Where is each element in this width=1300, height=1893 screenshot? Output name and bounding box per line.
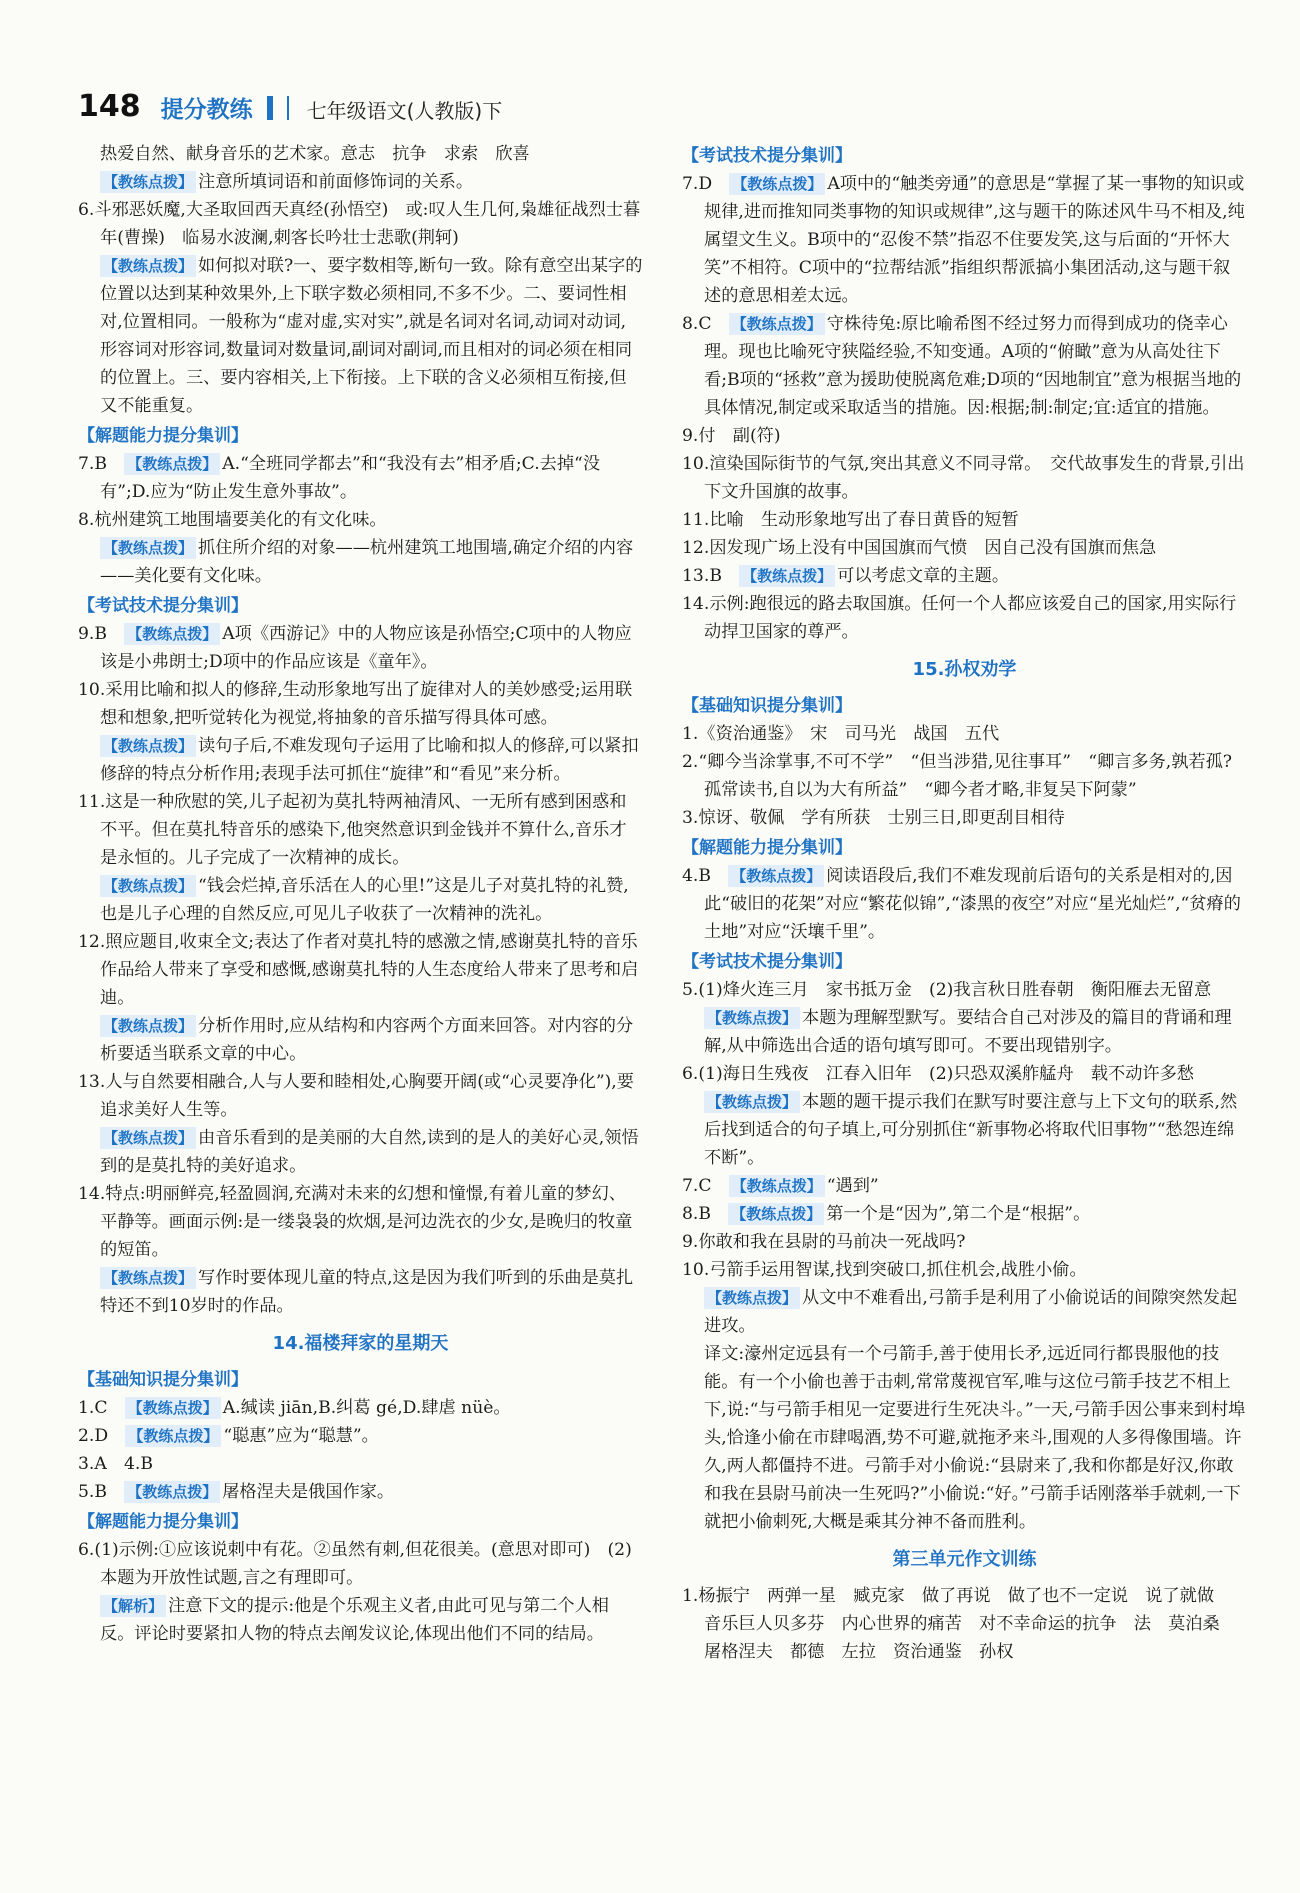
tip-tag: 【教练点拨】	[100, 1267, 196, 1289]
tip-text: 注意所填词语和前面修饰词的关系。	[198, 172, 474, 192]
tip-tag: 【教练点拨】	[739, 565, 835, 587]
tip-tag: 【教练点拨】	[728, 1203, 824, 1225]
answer-r13: 13.B 【教练点拨】 可以考虑文章的主题。	[682, 566, 1010, 586]
answer-b1: 1.C 【教练点拨】 A.缄读 jiān,B.纠葛 gé,D.肆虐 nüè。	[78, 1398, 511, 1418]
tip-11: 【教练点拨】 “钱会烂掉,音乐活在人的心里!”这是儿子对莫扎特的礼赞,也是儿子心理的自然反应,可见儿子收获了一次精神的洗礼。	[100, 876, 629, 924]
tip-s5: 【教练点拨】 本题为理解型默写。要结合自己对涉及的篇目的背诵和理解,从中筛选出合适的语句填写即可。不要出现错别字。	[704, 1008, 1232, 1056]
answer-r12: 12.因发现广场上没有中国国旗而气愤 因自己没有国旗而焦急	[682, 538, 1157, 558]
divider-bar-thin	[287, 96, 289, 120]
tip-tag: 【教练点拨】	[728, 865, 824, 887]
answer-r8: 8.C 【教练点拨】 守株待兔:原比喻希图不经过努力而得到成功的侥幸心理。现也比喻死守狭隘经验,不知变通。A项的“俯瞰”意为从高处往下看;B项的“拯救”意为援助使脱离危难;D项的“因地制宜”意为根据当地的具体情况,制定或采取适当的措施。因:根据;制:制定;宜:适宜的措施。	[682, 314, 1242, 418]
unit-writing-title: 第三单元作文训练	[892, 1549, 1037, 1570]
tip-tag: 【教练点拨】	[100, 875, 196, 897]
answer-s5: 5.(1)烽火连三月 家书抵万金 (2)我言秋日胜春朝 衡阳雁去无留意	[682, 980, 1212, 1000]
section-heading-kaoshi: 【考试技术提分集训】	[682, 146, 852, 166]
tip-10: 【教练点拨】 读句子后,不难发现句子运用了比喻和拟人的修辞,可以紧扣修辞的特点分析作用;表现手法可抓住“旋律”和“看见”来分析。	[100, 736, 639, 784]
tip-tag: 【教练点拨】	[704, 1091, 800, 1113]
analysis-b6: 【解析】 注意下文的提示:他是个乐观主义者,由此可见与第二个人相反。评论时要紧扣人物的特点去阐发议论,体现出他们不同的结局。	[100, 1596, 609, 1644]
answer-s8: 8.B 【教练点拨】 第一个是“因为”,第二个是“根据”。	[682, 1204, 1091, 1224]
answer-s3: 3.惊讶、敬佩 学有所获 士别三日,即更刮目相待	[682, 808, 1065, 828]
answer-r10: 10.渲染国际街节的气氛,突出其意义不同寻常。 交代故事发生的背景,引出下文升国旗的故事。	[682, 454, 1245, 502]
tip-8: 【教练点拨】 抓住所介绍的对象——杭州建筑工地围墙,确定介绍的内容——美化要有文化味。	[100, 538, 634, 586]
brand-title: 提分教练	[160, 97, 253, 123]
answer-s2: 2.“卿今当涂掌事,不可不学” “但当涉猎,见往事耳” “卿言多务,孰若孤?孤常读书,自以为大有所益” “卿今者才略,非复吴下阿蒙”	[682, 752, 1233, 800]
lesson-title-15: 15.孙权劝学	[912, 659, 1017, 680]
right-column	[682, 140, 1247, 1666]
tip-line	[78, 168, 643, 196]
answer-9: 9.B 【教练点拨】 A项《西游记》中的人物应该是孙悟空;C项中的人物应该是小弗朗士;D项中的作品应该是《童年》。	[78, 624, 632, 672]
answer-11: 11.这是一种欣慰的笑,儿子起初为莫扎特两袖清风、一无所有感到困惑和不平。但在莫扎特音乐的感染下,他突然意识到金钱并不算什么,音乐才是永恒的。儿子完成了一次精神的成长。	[78, 792, 627, 868]
tip-tag: 【教练点拨】	[704, 1007, 800, 1029]
answer-b5: 5.B 【教练点拨】 屠格涅夫是俄国作家。	[78, 1482, 395, 1502]
answer-s10: 10.弓箭手运用智谋,找到突破口,抓住机会,战胜小偷。	[682, 1260, 1087, 1280]
answer-s7: 7.C 【教练点拨】 “遇到”	[682, 1176, 879, 1196]
answer-s6: 6.(1)海日生残夜 江春入旧年 (2)只恐双溪舴艋舟 载不动许多愁	[682, 1064, 1194, 1084]
book-title: 七年级语文(人教版)下	[306, 99, 503, 123]
tip-12: 【教练点拨】 分析作用时,应从结构和内容两个方面来回答。对内容的分析要适当联系文章的中心。	[100, 1016, 634, 1064]
tip-tag: 【教练点拨】	[100, 171, 196, 193]
section-heading-jieti-2: 【解题能力提分集训】	[78, 1512, 248, 1532]
tip-tag: 【教练点拨】	[100, 1015, 196, 1037]
answer-14: 14.特点:明丽鲜亮,轻盈圆润,充满对未来的幻想和憧憬,有着儿童的梦幻、平静等。画面示例:是一缕袅袅的炊烟,是河边洗衣的少女,是晚归的牧童的短笛。	[78, 1184, 633, 1260]
answer-s1: 1.《资治通鉴》 宋 司马光 战国 五代	[682, 724, 1000, 744]
tip-tag: 【教练点拨】	[100, 735, 196, 757]
translation-s10: 译文:濠州定远县有一个弓箭手,善于使用长矛,远近同行都畏服他的技能。有一个小偷也善于击刺,常常蔑视官军,唯与这位弓箭手技艺不相上下,说:“与弓箭手相见一定要进行生死决斗。”一天,弓箭手因公事来到村埠头,恰逢小偷在市肆喝酒,势不可避,就拖矛来斗,围观的人多得像围墙。许久,两人都僵持不进。弓箭手对小偷说:“县尉来了,我和你都是好汉,你敢和我在县尉马前决一生死吗?”小偷说:“好。”弓箭手话刚落举手就刺,一下就把小偷刺死,大概是乘其分神不备而胜利。	[704, 1344, 1246, 1532]
answer-r7: 7.D 【教练点拨】 A项中的“触类旁通”的意思是“掌握了某一事物的知识或规律,进而推知同类事物的知识或规律”,这与题干的陈述风牛马不相及,纯属望文生义。B项中的“忍俊不禁”指忍不住要发笑,这与后面的“开怀大笑”不相符。C项中的“拉帮结派”指组织帮派搞小集团活动,这与题干叙述的意思相差太远。	[682, 174, 1245, 306]
tip-14: 【教练点拨】 写作时要体现儿童的特点,这是因为我们听到的乐曲是莫扎特还不到10岁时的作品。	[100, 1268, 634, 1316]
section-heading-kaoshi-2: 【考试技术提分集训】	[682, 952, 852, 972]
tip-s10: 【教练点拨】 从文中不难看出,弓箭手是利用了小偷说话的间隙突然发起进攻。	[704, 1288, 1238, 1336]
page-header	[78, 72, 1238, 124]
answer-line: 热爱自然、献身音乐的艺术家。意志 抗争 求索 欣喜	[100, 144, 530, 164]
tip-text: 如何拟对联?一、要字数相等,断句一致。除有意空出某字的位置以达到某种效果外,上下联字数必须相同,不多不少。二、要词性相对,位置相同。一般称为“虚对虚,实对实”,就是名词对名词,动词对动词,形容词对形容词,数量词对数量词,副词对副词,而且相对的词必须在相同的位置上。三、要内容相关,上下衔接。上下联的含义必须相互衔接,但又不能重复。	[100, 256, 643, 416]
answer-r14: 14.示例:跑很远的路去取国旗。任何一个人都应该爱自己的国家,用实际行动捍卫国家的尊严。	[682, 594, 1237, 642]
answer-7: 7.B 【教练点拨】 A.“全班同学都去”和“我没有去”相矛盾;C.去掉“没有”;D.应为“防止发生意外事故”。	[78, 454, 601, 502]
answer-10: 10.采用比喻和拟人的修辞,生动形象地写出了旋律对人的美妙感受;运用联想和想象,把听觉转化为视觉,将抽象的音乐描写得具体可感。	[78, 680, 633, 728]
answer-12: 12.照应题目,收束全文;表达了作者对莫扎特的感激之情,感谢莫扎特的音乐作品给人带来了享受和感慨,感谢莫扎特的人生态度给人带来了思考和启迪。	[78, 932, 639, 1008]
divider-bar	[267, 96, 273, 120]
analysis-tag: 【解析】	[100, 1595, 166, 1617]
section-heading-jichu: 【基础知识提分集训】	[682, 696, 852, 716]
answer-s4: 4.B 【教练点拨】 阅读语段后,我们不难发现前后语句的关系是相对的,因此“破旧的花架”对应“繁花似锦”,“漆黑的夜空”对应“星光灿烂”,“贫瘠的土地”对应“沃壤千里”。	[682, 866, 1241, 942]
answer-b3: 3.A 4.B	[78, 1454, 154, 1474]
answer-8: 8.杭州建筑工地围墙要美化的有文化味。	[78, 510, 387, 530]
tip-tag: 【教练点拨】	[100, 537, 196, 559]
lesson-title-14: 14.福楼拜家的星期天	[272, 1333, 449, 1354]
answer-b6: 6.(1)示例:①应该说刺中有花。②虽然有刺,但花很美。(意思对即可) (2)本题为开放性试题,言之有理即可。	[78, 1540, 632, 1588]
answer-r9: 9.付 副(符)	[682, 426, 781, 446]
page-number: 148	[78, 89, 141, 124]
section-heading-jieti: 【解题能力提分集训】	[78, 426, 248, 446]
section-heading-kaoshi: 【考试技术提分集训】	[78, 596, 248, 616]
tip-tag: 【教练点拨】	[124, 453, 220, 475]
answer-s9: 9.你敢和我在县尉的马前决一死战吗?	[682, 1232, 966, 1252]
answer-w1: 1.杨振宁 两弹一星 臧克家 做了再说 做了也不一定说 说了就做 音乐巨人贝多芬 内心世界的痛苦 对不幸命运的抗争 法 莫泊桑 屠格涅夫 都德 左拉 资治通鉴 孙权	[682, 1586, 1237, 1662]
left-column	[78, 140, 643, 1648]
tip-tag: 【教练点拨】	[100, 255, 196, 277]
tip-tag: 【教练点拨】	[704, 1287, 800, 1309]
tip-tag: 【教练点拨】	[729, 313, 825, 335]
tip-tag: 【教练点拨】	[124, 623, 220, 645]
section-heading-jichu: 【基础知识提分集训】	[78, 1370, 248, 1390]
section-heading-jieti: 【解题能力提分集训】	[682, 838, 852, 858]
tip-s6: 【教练点拨】 本题的题干提示我们在默写时要注意与上下文句的联系,然后找到适合的句子填上,可分别抓住“新事物必将取代旧事物”“愁怨连绵不断”。	[704, 1092, 1238, 1168]
answer-13: 13.人与自然要相融合,人与人要和睦相处,心胸要开阔(或“心灵要净化”),要追求美好人生等。	[78, 1072, 634, 1120]
tip-13: 【教练点拨】 由音乐看到的是美丽的大自然,读到的是人的美好心灵,领悟到的是莫扎特的美好追求。	[100, 1128, 639, 1176]
tip-tag: 【教练点拨】	[125, 1425, 221, 1447]
answer-r11: 11.比喻 生动形象地写出了春日黄昏的短暂	[682, 510, 1019, 530]
tip-tag: 【教练点拨】	[729, 1175, 825, 1197]
tip-tag: 【教练点拨】	[125, 1397, 221, 1419]
tip-tag: 【教练点拨】	[729, 173, 825, 195]
answer-b2: 2.D 【教练点拨】 “聪惠”应为“聪慧”。	[78, 1426, 379, 1446]
tip-6	[78, 252, 643, 420]
tip-tag: 【教练点拨】	[124, 1481, 220, 1503]
answer-6: 6.斗邪恶妖魔,大圣取回西天真经(孙悟空) 或:叹人生几何,枭雄征战烈士暮年(曹操) 临易水波澜,刺客长吟壮士悲歌(荆轲)	[78, 200, 641, 248]
tip-tag: 【教练点拨】	[100, 1127, 196, 1149]
